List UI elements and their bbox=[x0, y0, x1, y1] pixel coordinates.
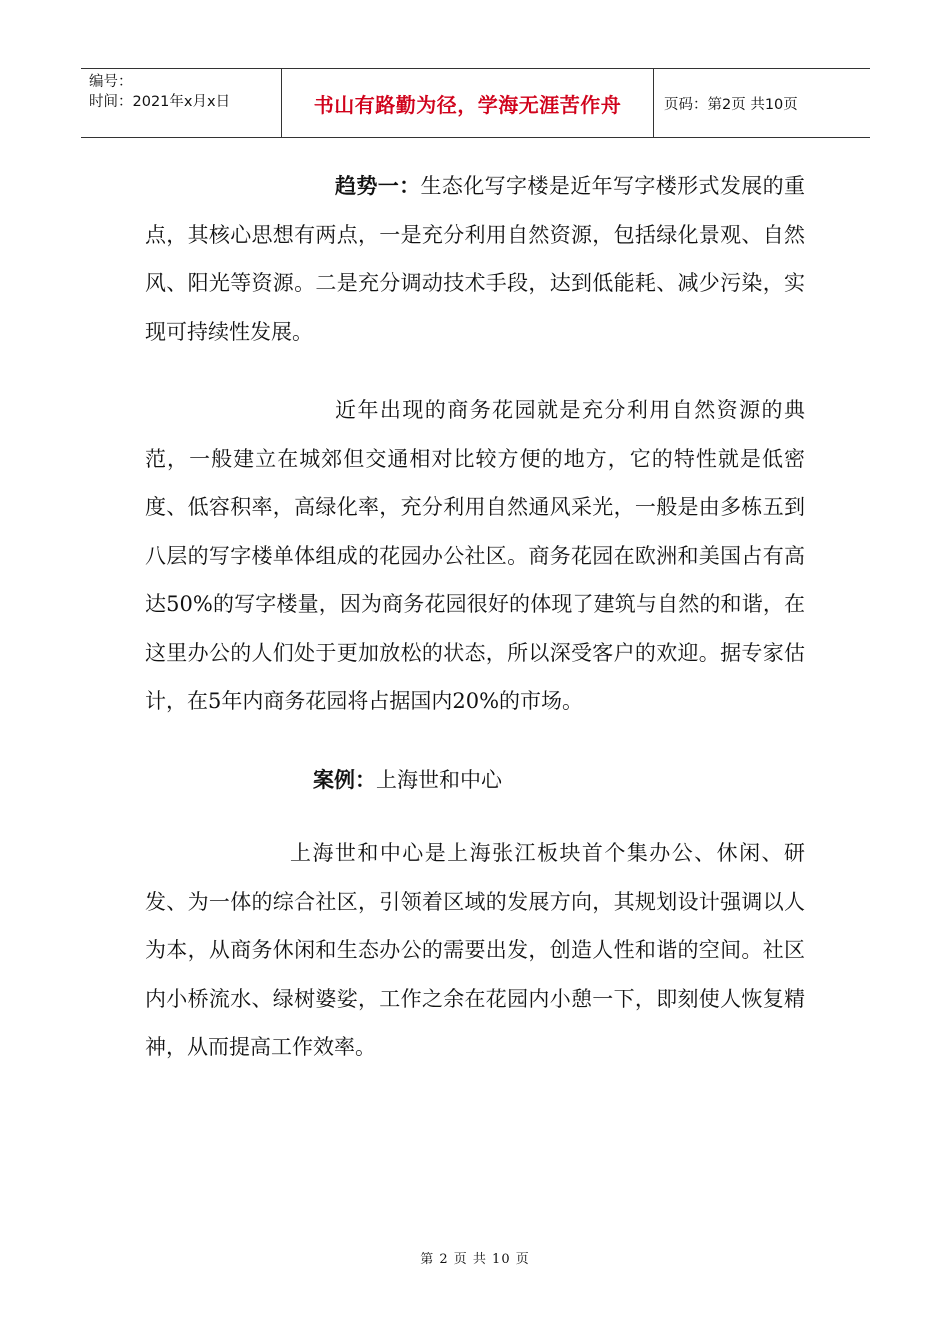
page-header bbox=[81, 68, 870, 138]
header-page-info: 页码：第2页 共10页 bbox=[664, 96, 798, 113]
document-date-label: 时间：2021年x月x日 bbox=[89, 94, 231, 110]
header-motto: 书山有路勤为径，学海无涯苦作舟 bbox=[282, 69, 654, 137]
trend-one-heading: 趋势一： bbox=[335, 174, 421, 198]
case-label: 案例： bbox=[313, 767, 376, 792]
paragraph-case-description: 上海世和中心是上海张江板块首个集办公、休闲、研发、为一体的综合社区，引领着区域的发展方向，其规划设计强调以人为本，从商务休闲和生态办公的需要出发，创造人性和谐的空间。社区内小桥流水、绿树婆娑，工作之余在花园内小憩一下，即刻使人恢复精神，从而提高工作效率。 bbox=[145, 841, 805, 1059]
document-number-label: 编号： bbox=[89, 74, 133, 90]
case-heading bbox=[145, 756, 805, 805]
trend-one-text: 生态化写字楼是近年写字楼形式发展的重点，其核心思想有两点，一是充分利用自然资源，包括绿化景观、自然风、阳光等资源。二是充分调动技术手段，达到低能耗、减少污染，实现可持续性发展。 bbox=[145, 174, 806, 344]
document-body bbox=[145, 162, 805, 1072]
case-title: 上海世和中心 bbox=[376, 767, 502, 792]
paragraph-business-garden: 近年出现的商务花园就是充分利用自然资源的典范，一般建立在城郊但交通相对比较方便的地方，它的特性就是低密度、低容积率，高绿化率，充分利用自然通风采光，一般是由多栋五到八层的写字楼单体组成的花园办公社区。商务花园在欧洲和美国占有高达50%的写字楼量，因为商务花园很好的体现了建筑与自然的和谐，在这里办公的人们处于更加放松的状态，所以深受客户的欢迎。据专家估计，在5年内商务花园将占据国内20%的市场。 bbox=[145, 398, 805, 713]
paragraph-trend-one bbox=[145, 162, 805, 356]
page-footer: 第 2 页 共 10 页 bbox=[420, 1252, 530, 1267]
header-meta-cell bbox=[81, 69, 282, 137]
